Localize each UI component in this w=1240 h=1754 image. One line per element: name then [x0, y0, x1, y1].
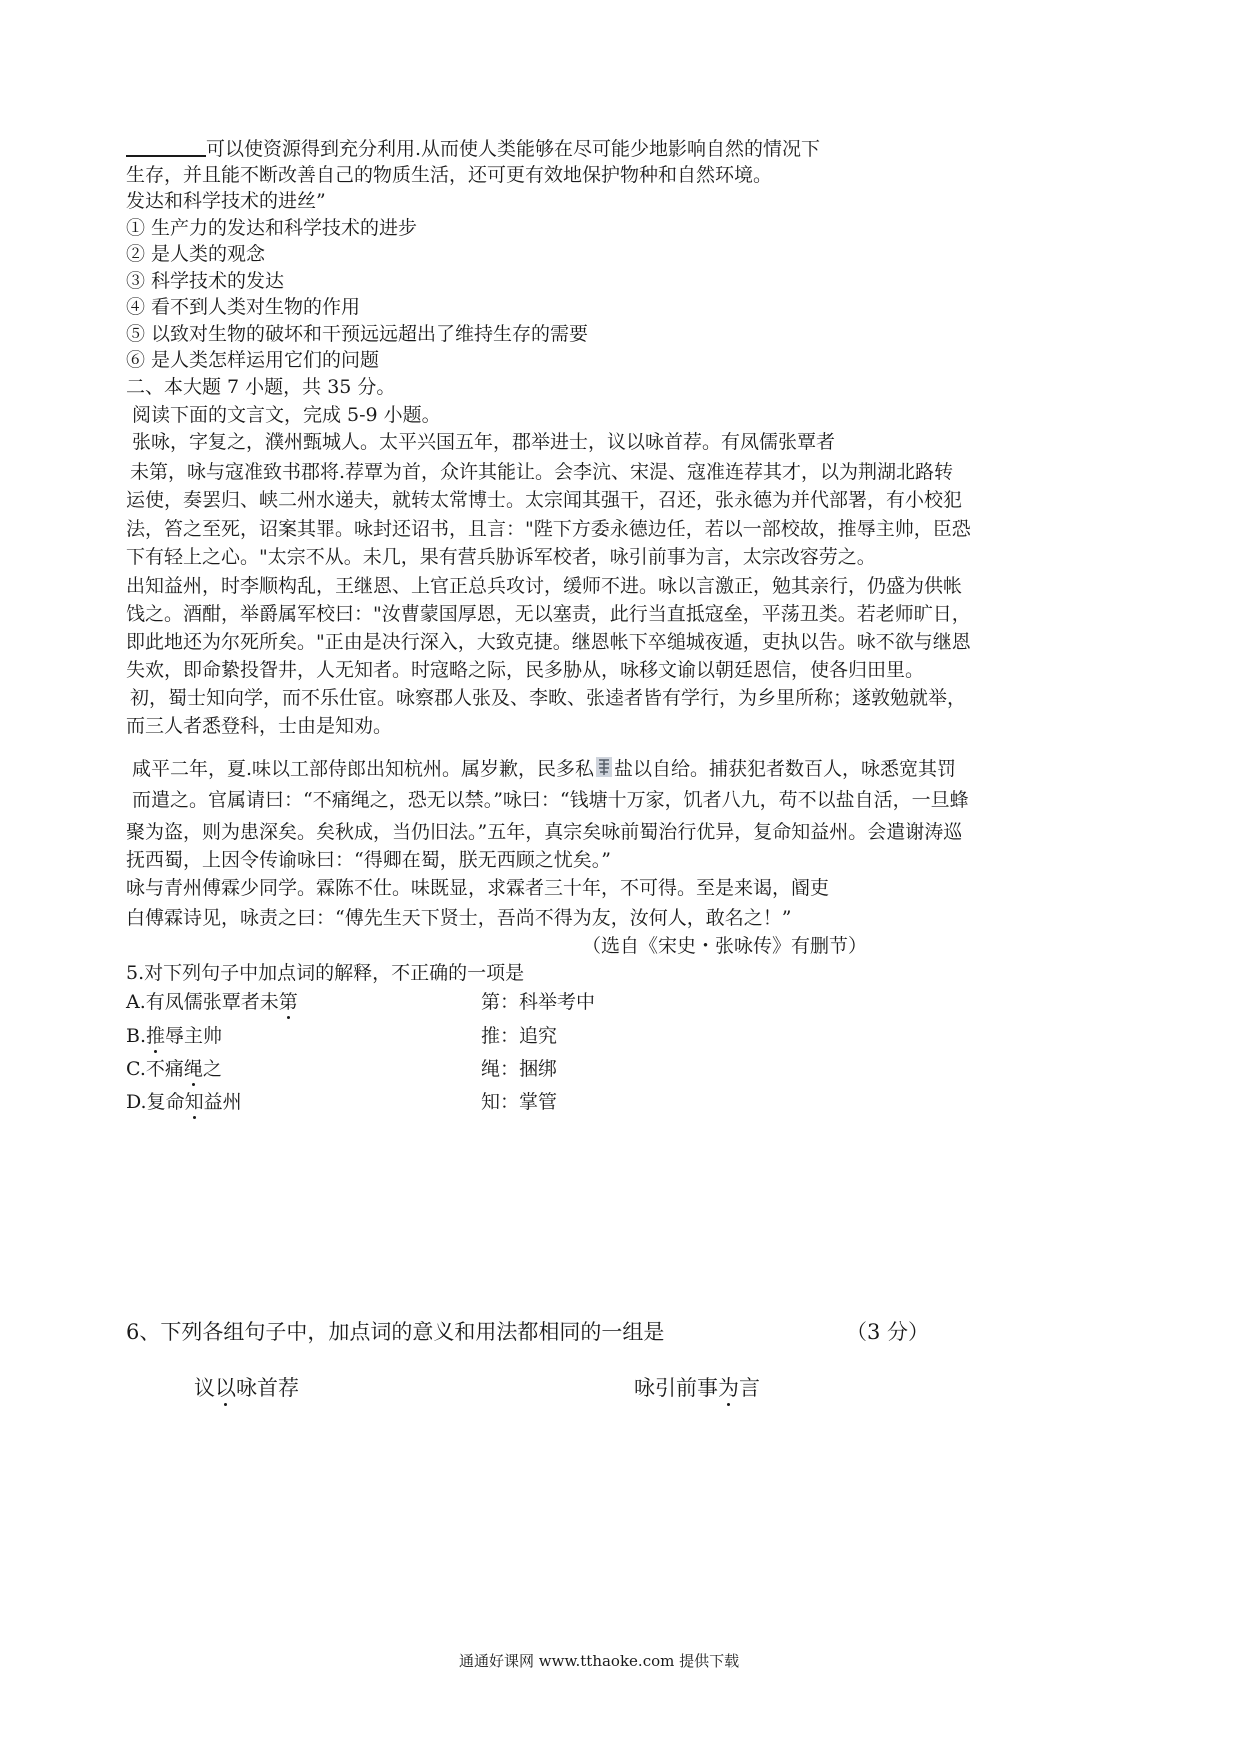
passage-line-7: 饯之。酒酣，举爵属军校曰："汝曹蒙国厚恩，无以塞责，此行当直抵寇垒，平荡丑类。若老师旷日，: [126, 603, 971, 625]
q5-option-c-tail: 之: [202, 1058, 222, 1080]
option-4: ④ 看不到人类对生物的作用: [126, 296, 361, 318]
passage2-line-4: 抚西蜀，上因令传谕咏曰：“得卿在蜀，朕无西顾之忧矣。”: [126, 849, 611, 871]
q6-right-text: 咏引前事: [634, 1376, 718, 1400]
q5-stem: 5.对下列句子中加点词的解释，不正确的一项是: [126, 962, 525, 984]
intro-line-1: 可以使资源得到充分利用.从而使人类能够在尽可能少地影响自然的情况下: [206, 138, 821, 160]
passage2-line-1: [132, 755, 956, 781]
q5-option-b-explanation: 推：追究: [481, 1025, 558, 1047]
option-1: ① 生产力的发达和科学技术的进步: [126, 217, 418, 239]
passage-line-1: 张咏，字复之，濮州甄城人。太平兴国五年，郡举进士，议以咏首荐。有凤儒张覃者: [132, 431, 836, 453]
passage2-line-1b: 盐以自给。捕获犯者数百人，咏悉宽其罚: [614, 758, 957, 780]
q6-left-text: 议: [194, 1376, 215, 1400]
intro-line-2: 生存，并且能不断改善自己的物质生活，还可更有效地保护物种和自然环境。: [126, 164, 773, 186]
passage2-line-5: 咏与青州傅霖少同学。霖陈不仕。味既显，求霖者三十年，不可得。至是来谒，阍吏: [126, 877, 830, 899]
q6-points: （3 分）: [846, 1320, 930, 1344]
q5-option-d: [126, 1090, 242, 1114]
passage2-line-3: 聚为盗，则为患深矣。矣秋成，当仍旧法。”五年，真宗矣咏前蜀治行优异，复命知益州。会遣谢涛巡: [126, 821, 963, 843]
passage-line-6: 出知益州，时李顺构乱，王继恩、上官正总兵攻讨，缓师不进。咏以言激正，勉其亲行，仍盛为供帐: [126, 575, 963, 597]
source-citation: （选自《宋史・张咏传》有删节）: [582, 935, 868, 957]
q5-option-c: [126, 1057, 222, 1081]
q5-option-b-text: B.: [126, 1025, 147, 1047]
section-instruction: 阅读下面的文言文，完成 5-9 小题。: [132, 404, 441, 426]
q6-right-dotted-word: 为: [718, 1376, 739, 1400]
intro-line-3: 发达和科学技术的进丝”: [126, 190, 326, 212]
q5-option-b-tail: 辱主帅: [165, 1025, 223, 1047]
fill-in-blank-line: [126, 137, 820, 161]
passage-line-11: 而三人者悉登科，士由是知劝。: [126, 715, 393, 737]
passage-line-10: 初，蜀士知向学，而不乐仕宦。咏察郡人张及、李畋、张逵者皆有学行，为乡里所称；遂敦勉就举，: [130, 687, 967, 709]
q5-option-b: [126, 1024, 222, 1048]
q6-right-tail: 言: [739, 1376, 760, 1400]
q6-stem: 6、下列各组句子中，加点词的意义和用法都相同的一组是: [126, 1320, 665, 1344]
q5-option-a-explanation: 第：科举考中: [481, 991, 596, 1013]
option-6: ⑥ 是人类怎样运用它们的问题: [126, 349, 380, 371]
passage2-line-1a: 咸平二年，夏.味以工部侍郎出知杭州。属岁歉，民多私: [132, 758, 595, 780]
passage-line-4: 法，笞之至死，诏案其罪。咏封还诏书，且言："陛下方委永德边任，若以一部校故，推辱主帅，臣恐: [126, 518, 971, 540]
section-header: 二、本大题 7 小题，共 35 分。: [126, 376, 396, 398]
passage2-line-2: 而遣之。官属请曰：“不痛绳之，恐无以禁。”咏曰：“钱塘十万家，饥者八九，苟不以盐自活，一旦蜂: [132, 789, 969, 811]
option-3: ③ 科学技术的发达: [126, 270, 285, 292]
q5-option-c-text: C.不痛: [126, 1058, 184, 1080]
option-5: ⑤ 以致对生物的破坏和干预远远超出了维持生存的需要: [126, 323, 589, 345]
q5-option-d-text: D.复命: [126, 1091, 185, 1113]
q5-option-d-explanation: 知：掌管: [481, 1091, 558, 1113]
passage-line-2: 未第，咏与寇准致书郡将.荐覃为首，众许其能让。会李沆、宋湜、寇准连荐其才，以为荆湖北路转: [130, 461, 954, 483]
passage2-line-6: 白傅霖诗见，咏责之曰：“傅先生天下贤士，吾尚不得为友，汝何人，敢名之！”: [126, 907, 792, 929]
q6-right-sentence: [634, 1374, 760, 1402]
q5-option-c-explanation: 绳：捆绑: [481, 1058, 558, 1080]
blank-underline: [126, 137, 206, 157]
page-footer: 通通好课网 www.tthaoke.com 提供下载: [459, 1652, 740, 1670]
q5-option-a-dotted-word: 第: [278, 991, 298, 1013]
blurred-character-image: [594, 755, 614, 779]
q5-option-b-dotted-word: 推: [146, 1025, 166, 1047]
passage-line-5: 下有轻上之心。"太宗不从。未几，果有营兵胁诉军校者，咏引前事为言，太宗改容劳之。: [126, 546, 876, 568]
passage-line-3: 运使，奏罢归、峡二州水递夫，就转太常博士。太宗闻其强干，召还，张永德为并代部署，有小校犯: [126, 489, 963, 511]
q6-left-dotted-word: 以: [215, 1376, 236, 1400]
q5-option-a: [126, 990, 298, 1014]
q6-left-sentence: [194, 1374, 299, 1402]
q5-option-c-dotted-word: 绳: [183, 1058, 203, 1080]
q5-option-d-dotted-word: 知: [184, 1091, 204, 1113]
passage-line-9: 失欢，即命絷投眢井，人无知者。时寇略之际，民多胁从，咏移文谕以朝廷恩信，使各归田里。: [126, 659, 925, 681]
option-2: ② 是人类的观念: [126, 243, 266, 265]
q5-option-a-text: A.有凤儒张覃者未: [126, 991, 279, 1013]
q5-option-d-tail: 益州: [203, 1091, 242, 1113]
q6-left-tail: 咏首荐: [236, 1376, 299, 1400]
passage-line-8: 即此地还为尔死所矣。"正由是决行深入，大致克捷。继恩帐下卒缒城夜遁，吏执以告。咏不欲与继恩: [126, 631, 971, 653]
